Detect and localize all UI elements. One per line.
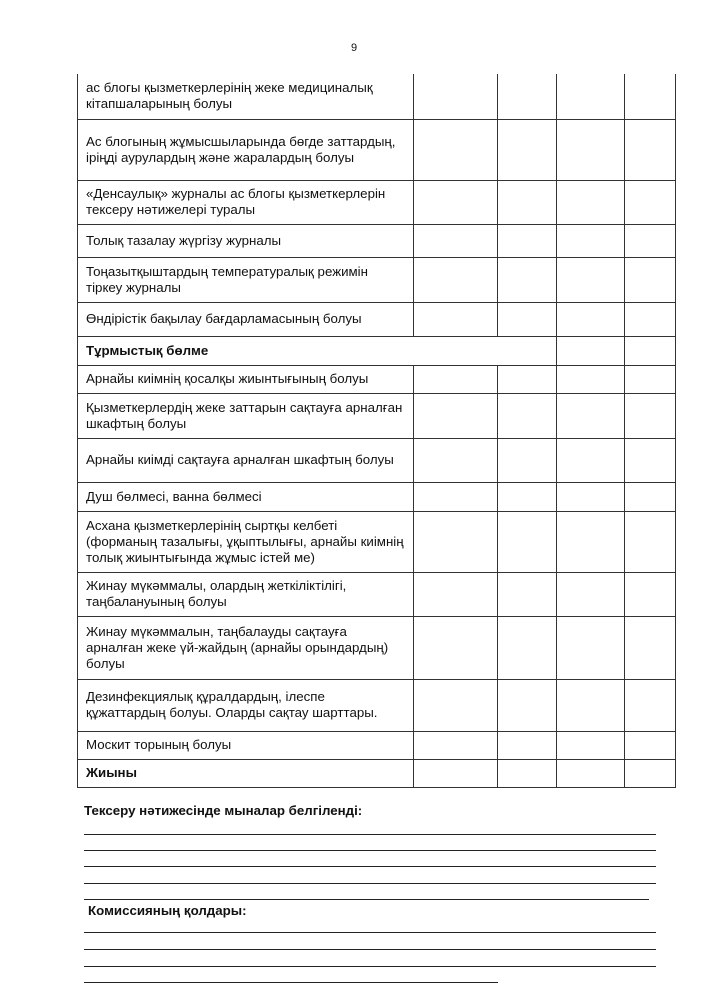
- check-cell[interactable]: [625, 336, 676, 365]
- check-cell[interactable]: [498, 74, 557, 119]
- check-cell[interactable]: [414, 438, 498, 482]
- check-cell[interactable]: [625, 616, 676, 679]
- check-cell[interactable]: [557, 759, 625, 787]
- check-cell[interactable]: [625, 119, 676, 180]
- check-cell[interactable]: [625, 511, 676, 572]
- check-cell[interactable]: [625, 224, 676, 257]
- check-cell[interactable]: [498, 759, 557, 787]
- check-cell[interactable]: [414, 74, 498, 119]
- table-row: [78, 119, 676, 180]
- check-cell[interactable]: [625, 365, 676, 393]
- check-cell[interactable]: [557, 438, 625, 482]
- check-cell[interactable]: [625, 679, 676, 731]
- table-row: [78, 224, 676, 257]
- table-row: [78, 393, 676, 438]
- check-cell[interactable]: [414, 572, 498, 616]
- row-label: Өндірістік бақылау бағдарламасының болуы: [78, 302, 414, 336]
- check-cell[interactable]: [414, 759, 498, 787]
- check-cell[interactable]: [557, 74, 625, 119]
- findings-blank-line[interactable]: [84, 850, 656, 851]
- table-row: [78, 438, 676, 482]
- table-row: [78, 180, 676, 224]
- row-label: Жинау мүкәммалы, олардың жеткіліктілігі, таңбалануының болуы: [78, 572, 414, 616]
- check-cell[interactable]: [557, 572, 625, 616]
- check-cell[interactable]: [498, 393, 557, 438]
- check-cell[interactable]: [498, 482, 557, 511]
- check-cell[interactable]: [498, 365, 557, 393]
- total-label: Жиыны: [78, 759, 414, 787]
- check-cell[interactable]: [414, 224, 498, 257]
- signature-blank-line[interactable]: [84, 932, 656, 933]
- row-label: «Денсаулық» журналы ас блогы қызметкерлерін тексеру нәтижелері туралы: [78, 180, 414, 224]
- check-cell[interactable]: [557, 393, 625, 438]
- table-row: [78, 302, 676, 336]
- row-label: Тоңазытқыштардың температуралық режимін тіркеу журналы: [78, 257, 414, 302]
- check-cell[interactable]: [498, 257, 557, 302]
- check-cell[interactable]: [498, 224, 557, 257]
- check-cell[interactable]: [625, 393, 676, 438]
- signature-blank-line[interactable]: [84, 982, 498, 983]
- check-cell[interactable]: [498, 616, 557, 679]
- table-row: [78, 365, 676, 393]
- row-label: Душ бөлмесі, ванна бөлмесі: [78, 482, 414, 511]
- check-cell[interactable]: [625, 257, 676, 302]
- row-label: Дезинфекциялық құралдардың, ілеспе құжаттардың болуы. Оларды сақтау шарттары.: [78, 679, 414, 731]
- findings-heading: Тексеру нәтижесінде мыналар белгіленді:: [84, 803, 363, 818]
- check-cell[interactable]: [498, 302, 557, 336]
- check-cell[interactable]: [625, 74, 676, 119]
- row-label: Асхана қызметкерлерінің сыртқы келбеті (форманың тазалығы, ұқыптылығы, арнайы киімнің толық жиынтығында жұмыс істей ме): [78, 511, 414, 572]
- checklist-table: [77, 74, 676, 788]
- check-cell[interactable]: [414, 731, 498, 759]
- findings-blank-line[interactable]: [84, 834, 656, 835]
- check-cell[interactable]: [414, 257, 498, 302]
- check-cell[interactable]: [414, 511, 498, 572]
- section-title: Тұрмыстық бөлме: [78, 336, 557, 365]
- check-cell[interactable]: [557, 482, 625, 511]
- row-label: Қызметкерлердің жеке заттарын сақтауға арналған шкафтың болуы: [78, 393, 414, 438]
- check-cell[interactable]: [557, 731, 625, 759]
- check-cell[interactable]: [414, 482, 498, 511]
- check-cell[interactable]: [557, 616, 625, 679]
- check-cell[interactable]: [414, 679, 498, 731]
- check-cell[interactable]: [625, 302, 676, 336]
- findings-blank-line[interactable]: [84, 883, 656, 884]
- findings-blank-line[interactable]: [84, 899, 649, 900]
- section-row: [78, 336, 676, 365]
- check-cell[interactable]: [557, 257, 625, 302]
- check-cell[interactable]: [625, 572, 676, 616]
- table-row: [78, 257, 676, 302]
- check-cell[interactable]: [498, 119, 557, 180]
- row-label: Арнайы киімді сақтауға арналған шкафтың болуы: [78, 438, 414, 482]
- findings-blank-line[interactable]: [84, 866, 656, 867]
- check-cell[interactable]: [498, 438, 557, 482]
- table-row: [78, 572, 676, 616]
- table-row: [78, 511, 676, 572]
- check-cell[interactable]: [557, 302, 625, 336]
- row-label: Москит торының болуы: [78, 731, 414, 759]
- check-cell[interactable]: [414, 302, 498, 336]
- table-row: [78, 731, 676, 759]
- check-cell[interactable]: [557, 679, 625, 731]
- page-number: 9: [350, 42, 358, 54]
- total-row: [78, 759, 676, 787]
- check-cell[interactable]: [498, 731, 557, 759]
- row-label: Толық тазалау жүргізу журналы: [78, 224, 414, 257]
- check-cell[interactable]: [625, 438, 676, 482]
- check-cell[interactable]: [498, 511, 557, 572]
- table-row: [78, 74, 676, 119]
- check-cell[interactable]: [414, 616, 498, 679]
- check-cell[interactable]: [557, 224, 625, 257]
- row-label: Жинау мүкәммалын, таңбалауды сақтауға арналған жеке үй-жайдың (арнайы орындардың) болуы: [78, 616, 414, 679]
- table-row: [78, 679, 676, 731]
- check-cell[interactable]: [414, 119, 498, 180]
- check-cell[interactable]: [625, 759, 676, 787]
- check-cell[interactable]: [557, 365, 625, 393]
- check-cell[interactable]: [625, 180, 676, 224]
- check-cell[interactable]: [414, 393, 498, 438]
- check-cell[interactable]: [625, 731, 676, 759]
- check-cell[interactable]: [498, 679, 557, 731]
- check-cell[interactable]: [557, 180, 625, 224]
- check-cell[interactable]: [557, 119, 625, 180]
- check-cell[interactable]: [557, 336, 625, 365]
- check-cell[interactable]: [414, 365, 498, 393]
- signatures-heading: Комиссияның қолдары:: [88, 903, 247, 918]
- row-label: Ас блогының жұмысшыларында бөгде заттардың, іріңді аурулардың және жаралардың болуы: [78, 119, 414, 180]
- signature-blank-line[interactable]: [84, 949, 656, 950]
- row-label: Арнайы киімнің қосалқы жиынтығының болуы: [78, 365, 414, 393]
- table-row: [78, 616, 676, 679]
- table-row: [78, 482, 676, 511]
- check-cell[interactable]: [414, 180, 498, 224]
- check-cell[interactable]: [557, 511, 625, 572]
- signature-blank-line[interactable]: [84, 966, 656, 967]
- check-cell[interactable]: [498, 572, 557, 616]
- check-cell[interactable]: [625, 482, 676, 511]
- check-cell[interactable]: [498, 180, 557, 224]
- row-label: ас блогы қызметкерлерінің жеке медициналық кітапшаларының болуы: [78, 74, 414, 119]
